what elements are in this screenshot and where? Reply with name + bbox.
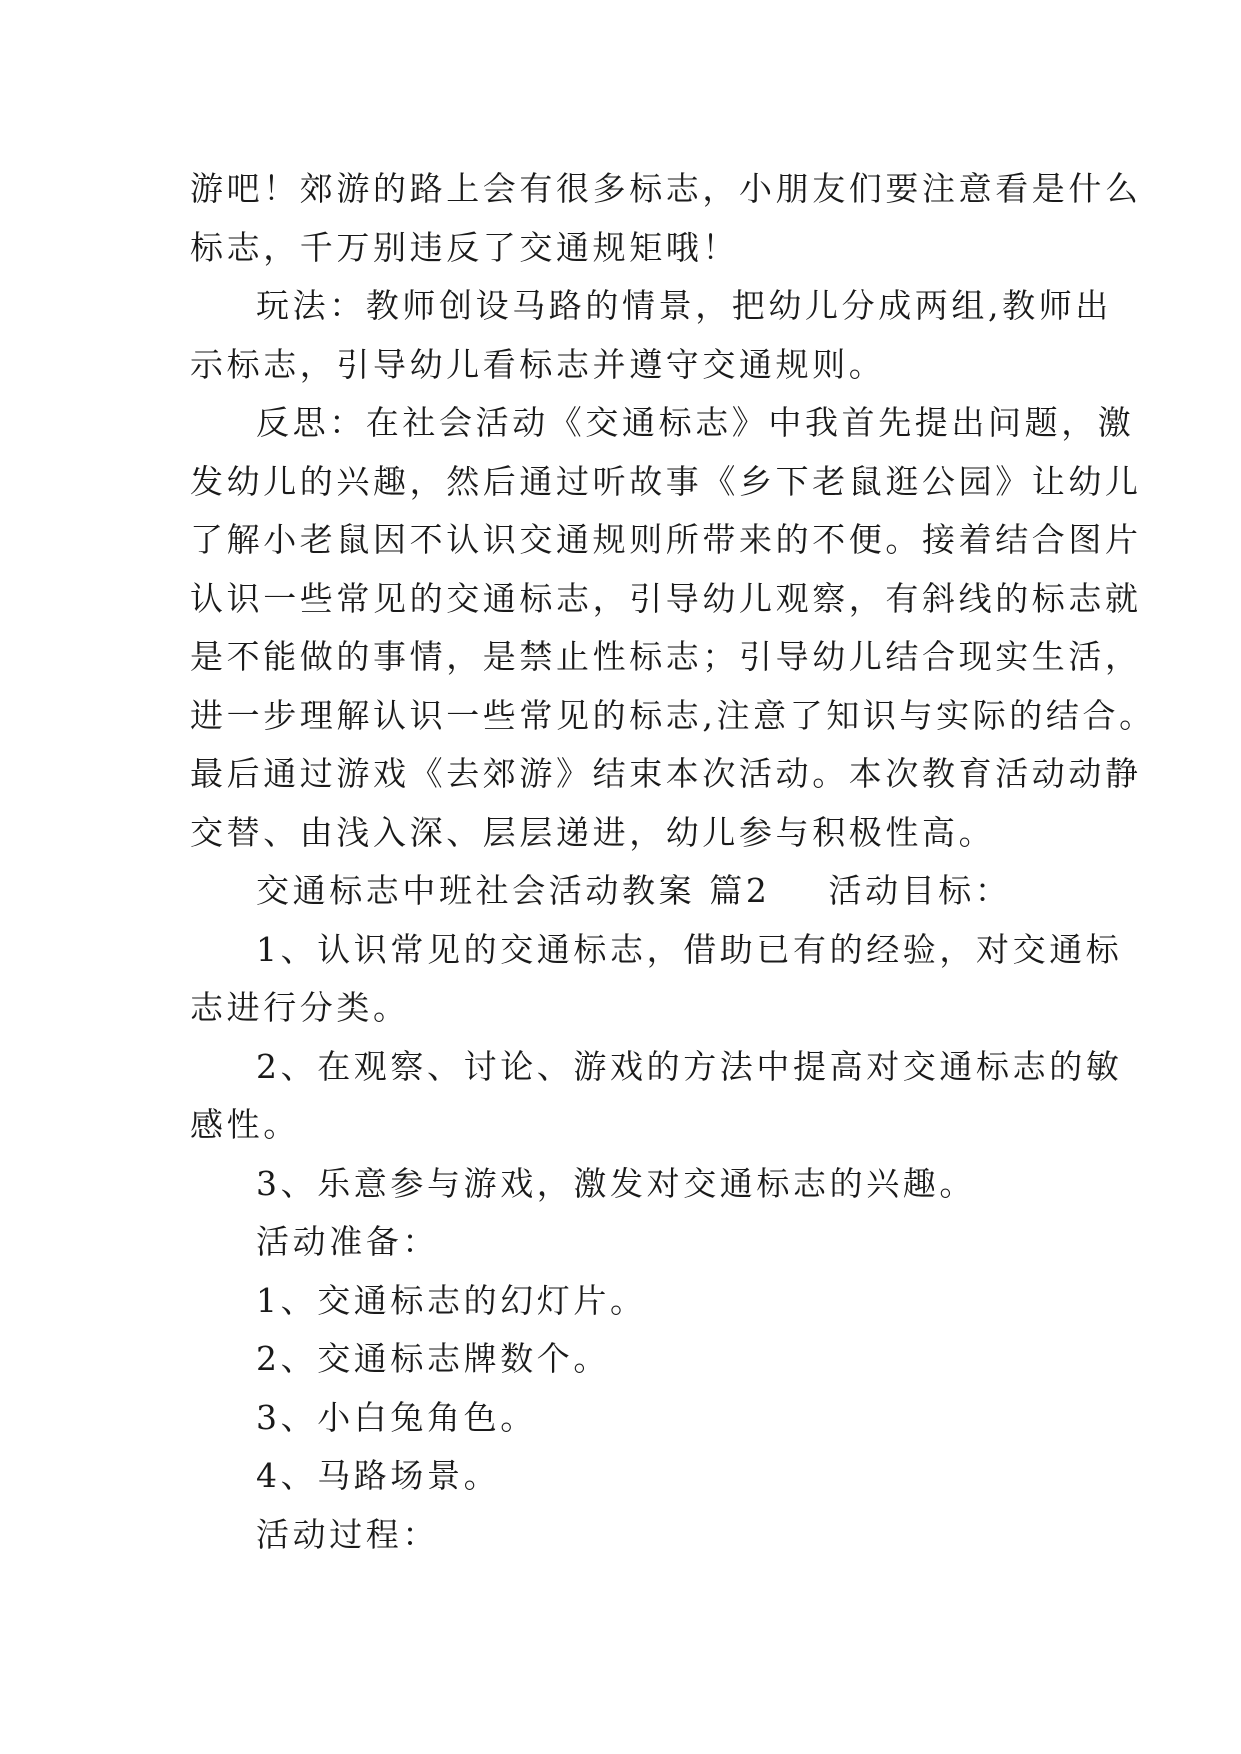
objective-item: 1、认识常见的交通标志，借助已有的经验，对交通标 [256, 929, 1123, 969]
text-line: 游吧！郊游的路上会有很多标志，小朋友们要注意看是什么 [190, 169, 1142, 208]
text-line: 感性。 [190, 1105, 300, 1144]
text-line: 认识一些常见的交通标志，引导幼儿观察，有斜线的标志就 [190, 578, 1142, 618]
paragraph-gameplay: 玩法：教师创设马路的情景，把幼儿分成两组,教师出 [256, 286, 1112, 325]
text-line: 发幼儿的兴趣，然后通过听故事《乡下老鼠逛公园》让幼儿 [190, 461, 1142, 501]
text-line: 是不能做的事情，是禁止性标志；引导幼儿结合现实生活， [190, 637, 1142, 676]
text-line: 志进行分类。 [190, 988, 410, 1027]
objectives-heading: 活动目标： [828, 871, 1012, 910]
objective-item: 3、乐意参与游戏，激发对交通标志的兴趣。 [256, 1163, 976, 1203]
preparation-item: 1、交通标志的幻灯片。 [256, 1280, 647, 1320]
process-heading: 活动过程： [256, 1514, 439, 1554]
document-page [190, 160, 1156, 1564]
text-line: 交替、由浅入深、层层递进，幼儿参与积极性高。 [190, 812, 996, 852]
text-line: 进一步理解认识一些常见的标志,注意了知识与实际的结合。 [190, 695, 1156, 735]
text-line: 最后通过游戏《去郊游》结束本次活动。本次教育活动动静 [190, 754, 1142, 793]
text-line: 了解小老鼠因不认识交通规则所带来的不便。接着结合图片 [190, 520, 1142, 559]
section-heading-line [190, 862, 1070, 921]
section-title: 交通标志中班社会活动教案 篇2 [256, 871, 771, 910]
paragraph-reflection: 反思：在社会活动《交通标志》中我首先提出问题，激 [256, 403, 1135, 442]
preparation-heading: 活动准备： [256, 1222, 439, 1261]
text-line: 示标志，引导幼儿看标志并遵守交通规则。 [190, 344, 886, 384]
objective-item: 2、在观察、讨论、游戏的方法中提高对交通标志的敏 [256, 1046, 1123, 1086]
preparation-item: 2、交通标志牌数个。 [256, 1339, 610, 1378]
preparation-item: 4、马路场景。 [256, 1456, 501, 1495]
preparation-item: 3、小白兔角色。 [256, 1397, 537, 1437]
text-line: 标志，千万别违反了交通规矩哦！ [190, 227, 739, 267]
